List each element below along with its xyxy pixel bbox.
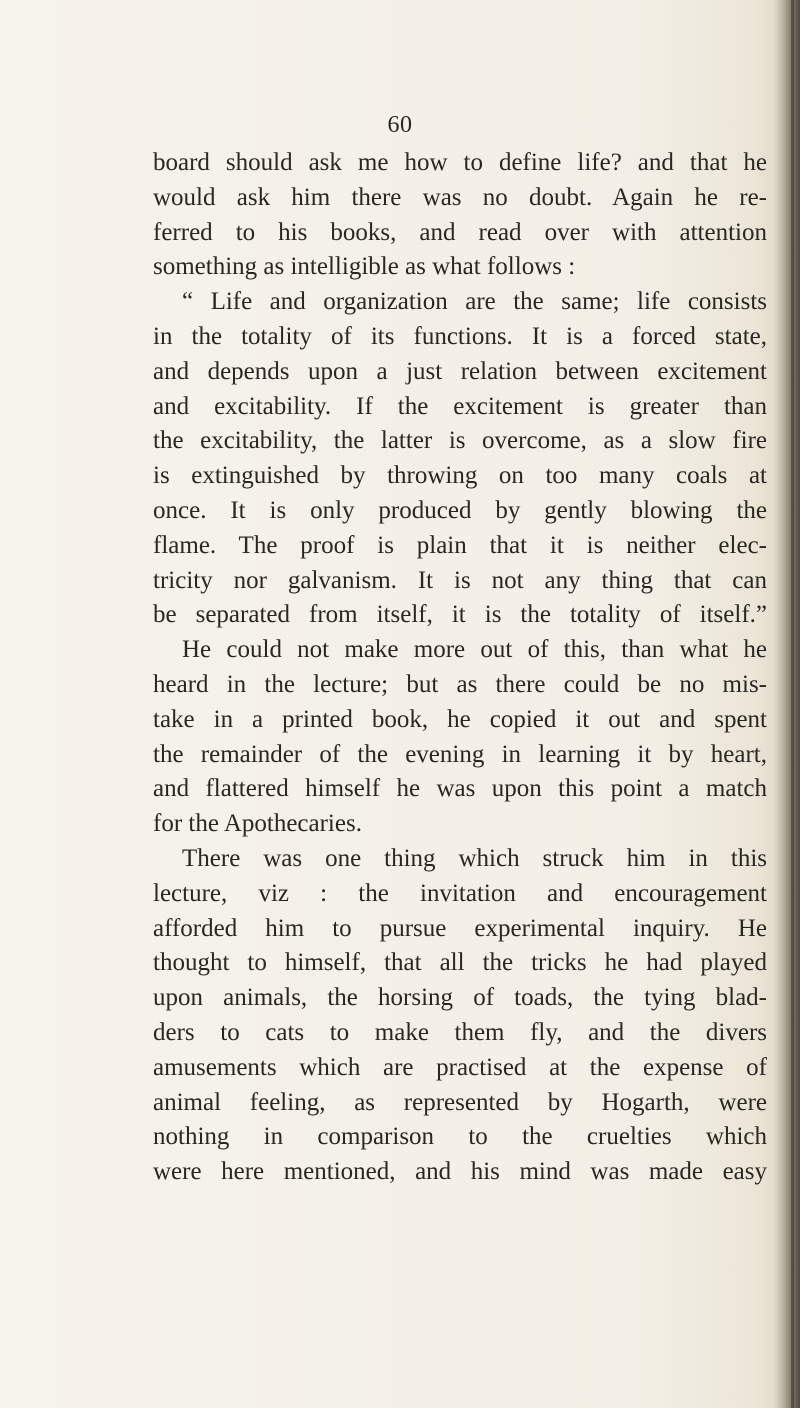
text-line: flame. The proof is plain that it is neither elec- <box>153 531 767 559</box>
text-line: He could not make more out of this, than what he <box>182 636 767 664</box>
text-line: animal feeling, as represented by Hogarth, were <box>153 1088 767 1116</box>
binding-edge <box>774 0 800 1408</box>
text-line: is extinguished by throwing on too many coals at <box>153 462 767 490</box>
text-line: afforded him to pursue experimental inquiry. He <box>153 914 767 942</box>
text-line: take in a printed book, he copied it out and spent <box>153 705 767 733</box>
text-line: board should ask me how to define life? and that he <box>153 149 767 176</box>
binding-edge-line <box>791 0 794 1408</box>
text-line: amusements which are practised at the expense of <box>153 1053 767 1081</box>
text-line: ders to cats to make them fly, and the divers <box>153 1018 767 1046</box>
text-line: be separated from itself, it is the totality of itself.” <box>153 601 767 629</box>
text-line: were here mentioned, and his mind was made easy <box>153 1158 767 1186</box>
text-line: for the Apothecaries. <box>153 810 362 838</box>
text-line: tricity nor galvanism. It is not any thing that can <box>153 566 767 594</box>
text-line: heard in the lecture; but as there could be no mis- <box>153 670 767 698</box>
text-line: There was one thing which struck him in this <box>182 844 767 872</box>
text-line: thought to himself, that all the tricks he had played <box>153 949 767 977</box>
text-line: would ask him there was no doubt. Again he re- <box>153 183 767 211</box>
text-line: the excitability, the latter is overcome, as a slow fire <box>153 427 767 455</box>
text-line: and excitability. If the excitement is greater than <box>153 392 767 420</box>
text-line: and flattered himself he was upon this point a match <box>153 775 767 803</box>
text-line: once. It is only produced by gently blowing the <box>153 496 767 524</box>
text-line: nothing in comparison to the cruelties which <box>153 1123 767 1151</box>
text-line: lecture, viz : the invitation and encouragement <box>153 879 767 907</box>
page-number: 60 <box>387 112 413 138</box>
body-text <box>153 146 767 1190</box>
text-line: upon animals, the horsing of toads, the tying blad- <box>153 984 767 1012</box>
text-line: “ Life and organization are the same; life consists <box>182 288 767 316</box>
text-line: the remainder of the evening in learning it by heart, <box>153 740 767 768</box>
text-line: in the totality of its functions. It is a forced state, <box>153 322 767 350</box>
text-line: and depends upon a just relation between excitement <box>153 357 767 385</box>
text-line: something as intelligible as what follows : <box>153 253 576 281</box>
text-line: ferred to his books, and read over with attention <box>153 218 767 246</box>
